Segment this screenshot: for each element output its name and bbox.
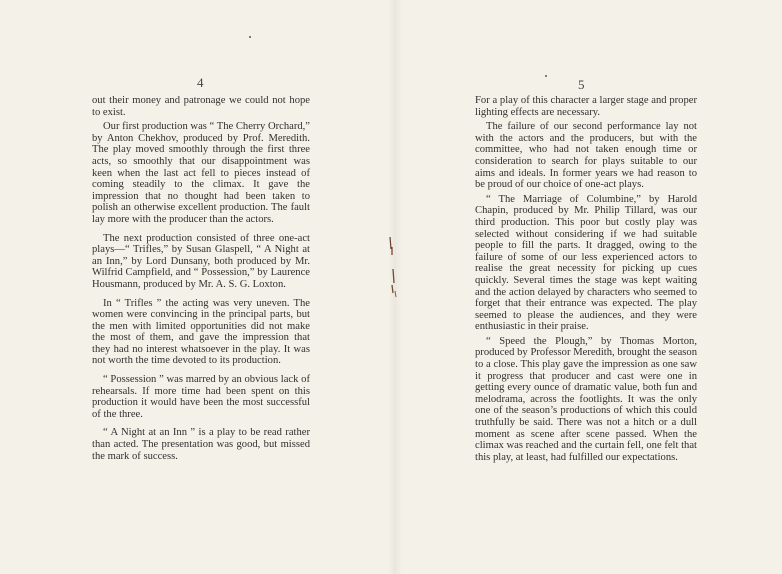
paragraph: “ Possession ” was marred by an obvious lack of rehearsals. If more time had been spent on this production it would have been the most successful of the three. (92, 374, 310, 420)
left-page-number: 4 (197, 75, 204, 90)
binding-stitch-graphic (383, 235, 403, 305)
page-speck (249, 36, 251, 38)
right-page-number: 5 (578, 77, 585, 92)
paragraph: The failure of our second performance lay not with the actors and the producers, but with the committee, who had not taken enough time or consideration to search for plays suitable to our aims and ideals. In former years we had reason to be proud of our choice of one-act plays. (475, 121, 697, 191)
paragraph: “ The Marriage of Columbine,” by Harold Chapin, produced by Mr. Philip Tillard, was our third production. This poor but costly play was selected without considering if we had suitable people to fill the parts. It dragged, owing to the failure of some of our less experienced actors to realise the great necessity for picking up cues quickly. Several times the stage was kept waiting and the action delayed by characters who seemed to forget that their entrance was expected. The play seemed to please the audiences, and they were enthusiastic in their praise. (475, 193, 697, 333)
paragraph: Our first production was “ The Cherry Orchard,” by Anton Chekhov, produced by Prof. Meredith. The play moved smoothly through the first three acts, so smoothly that our disappointment was keen when the last act fell to pieces instead of coming steadily to the climax. It gave the impression that no thought had been taken to polish an otherwise excellent production. The fault lay more with the producer than the actors. (92, 121, 310, 225)
paragraph: out their money and patronage we could not hope to exist. (92, 95, 310, 118)
paragraph: “ Speed the Plough,” by Thomas Morton, produced by Professor Meredith, brought the season to a close. This play gave the impression as one saw it progress that producer and cast were one in getting every ounce of dramatic value, both fun and melodrama, across the footlights. It was the only one of the season’s productions of which this could truthfully be said. There was not a hitch or a dull moment as scene after scene passed. When the climax was reached and the curtain fell, one felt that this play, at least, had fulfilled our expectations. (475, 335, 697, 463)
left-page-text (92, 95, 310, 465)
paragraph: The next production consisted of three one-act plays—“ Trifles,” by Susan Glaspell, “ A Night at an Inn,” by Lord Dunsany, both produced by Mr. Wilfrid Campfield, and “ Possession,” by Laurence Housmann, produced by Mr. A. S. G. Loxton. (92, 232, 310, 290)
right-page-text (475, 95, 697, 466)
paragraph: For a play of this character a larger stage and proper lighting effects are necessary. (475, 95, 697, 118)
paragraph: “ A Night at an Inn ” is a play to be read rather than acted. The presentation was good, but missed the mark of success. (92, 427, 310, 462)
page-speck (545, 75, 547, 77)
paragraph: In “ Trifles ” the acting was very uneven. The women were convincing in the principal parts, but the men with limited opportunities did not make the most of them, and gave the impression that they had no interest whatsoever in the play. It was not worth the time devoted to its production. (92, 297, 310, 367)
